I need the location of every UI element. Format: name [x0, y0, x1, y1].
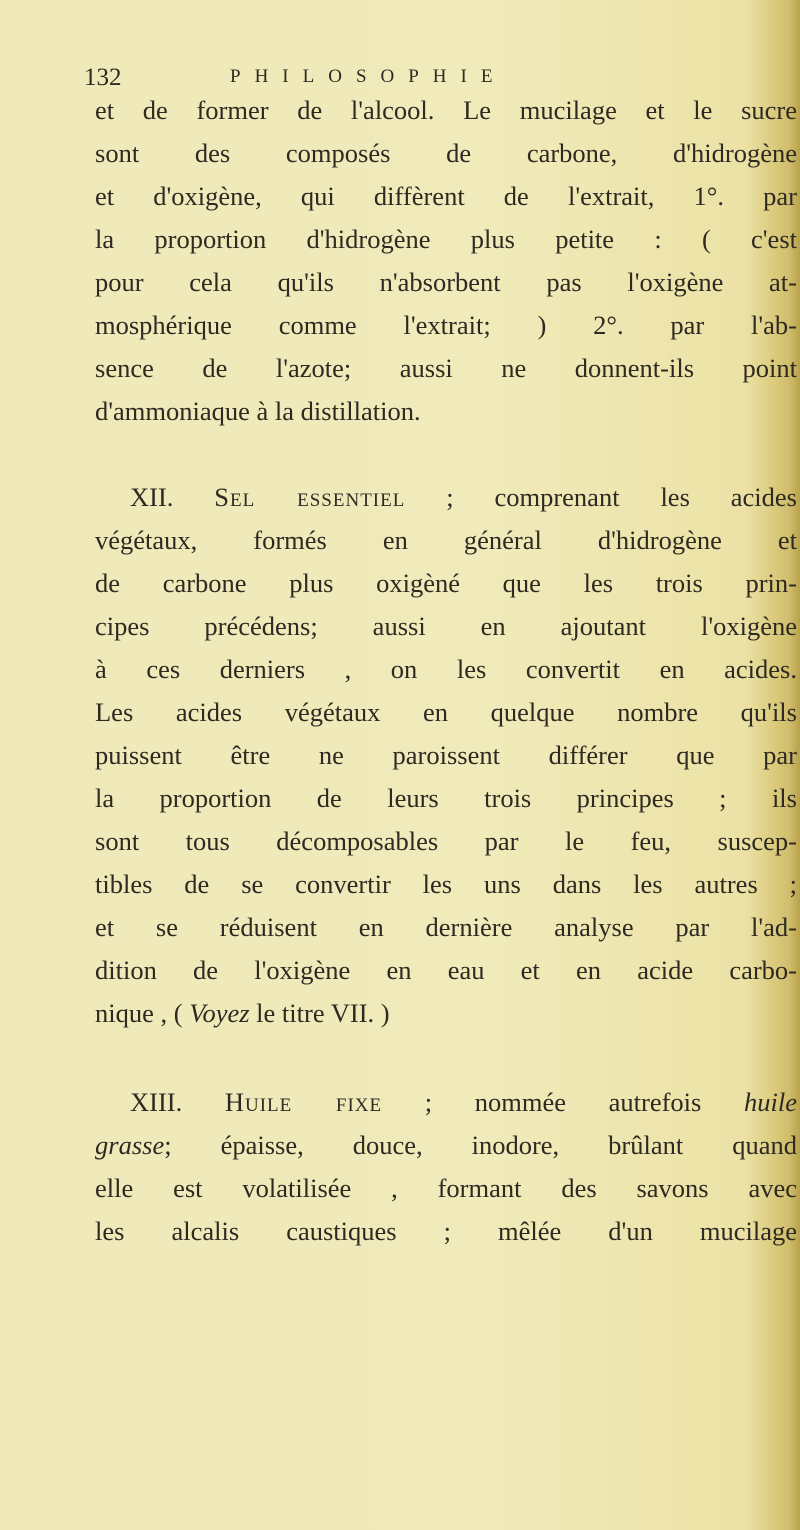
text-segment: les alcalis caustiques ; mêlée d'un mucilage: [95, 1216, 797, 1246]
text-line: [95, 179, 797, 213]
italic-text: huile: [744, 1087, 797, 1117]
text-segment: ; comprenant les acides: [405, 482, 797, 512]
text-line: [95, 222, 797, 256]
text-segment: d'ammoniaque à la distillation.: [95, 396, 421, 426]
text-line: [95, 308, 797, 342]
text-line: [95, 996, 797, 1030]
text-segment: sont tous décomposables par le feu, suscep-: [95, 826, 797, 856]
section-heading: Huile fixe: [224, 1087, 383, 1117]
italic-text: grasse: [95, 1130, 165, 1160]
section-heading: Sel essentiel: [214, 482, 406, 512]
page-number: 132: [84, 64, 122, 91]
text-segment: le titre VII. ): [249, 998, 390, 1028]
text-segment: et de former de l'alcool. Le mucilage et le sucre: [95, 95, 797, 125]
text-line: [95, 609, 797, 643]
text-segment: tibles de se convertir les uns dans les autres ;: [95, 869, 797, 899]
text-line: [95, 824, 797, 858]
text-segment: nique , (: [95, 998, 190, 1028]
text-line: [95, 351, 797, 385]
text-line: [95, 652, 797, 686]
text-segment: et se réduisent en dernière analyse par l'ad-: [95, 912, 797, 942]
text-line: [95, 1128, 797, 1162]
text-segment: elle est volatilisée , formant des savons avec: [95, 1173, 797, 1203]
text-line: [95, 93, 797, 127]
text-line: [95, 695, 797, 729]
text-segment: sont des composés de carbone, d'hidrogène: [95, 138, 797, 168]
text-segment: mosphérique comme l'extrait; ) 2°. par l'ab-: [95, 310, 797, 340]
text-line: [95, 394, 797, 428]
text-line: [130, 480, 797, 514]
text-line: [95, 1214, 797, 1248]
text-line: [95, 910, 797, 944]
text-segment: de carbone plus oxigèné que les trois prin-: [95, 568, 797, 598]
text-line: [95, 265, 797, 299]
text-segment: pour cela qu'ils n'absorbent pas l'oxigène at-: [95, 267, 797, 297]
text-segment: XIII.: [130, 1087, 225, 1117]
text-line: [95, 953, 797, 987]
text-line: [95, 566, 797, 600]
text-segment: cipes précédens; aussi en ajoutant l'oxigène: [95, 611, 797, 641]
text-segment: la proportion de leurs trois principes ; ils: [95, 783, 797, 813]
text-segment: XII.: [130, 482, 215, 512]
text-segment: ; nommée autrefois: [382, 1087, 744, 1117]
text-segment: végétaux, formés en général d'hidrogène et: [95, 525, 797, 555]
text-segment: la proportion d'hidrogène plus petite : ( c'est: [95, 224, 797, 254]
running-title: PHILOSOPHIE: [230, 66, 507, 87]
text-segment: ; épaisse, douce, inodore, brûlant quand: [164, 1130, 797, 1160]
text-line: [95, 1171, 797, 1205]
text-segment: Les acides végétaux en quelque nombre qu'ils: [95, 697, 797, 727]
text-line: [130, 1085, 797, 1119]
text-line: [95, 867, 797, 901]
text-segment: à ces derniers , on les convertit en acides.: [95, 654, 797, 684]
text-segment: dition de l'oxigène en eau et en acide carbo-: [95, 955, 797, 985]
text-line: [95, 523, 797, 557]
text-segment: puissent être ne paroissent différer que par: [95, 740, 797, 770]
italic-text: Voyez: [189, 998, 250, 1028]
text-segment: et d'oxigène, qui diffèrent de l'extrait, 1°. par: [95, 181, 797, 211]
text-line: [95, 136, 797, 170]
text-segment: sence de l'azote; aussi ne donnent-ils point: [95, 353, 797, 383]
text-line: [95, 738, 797, 772]
text-line: [95, 781, 797, 815]
